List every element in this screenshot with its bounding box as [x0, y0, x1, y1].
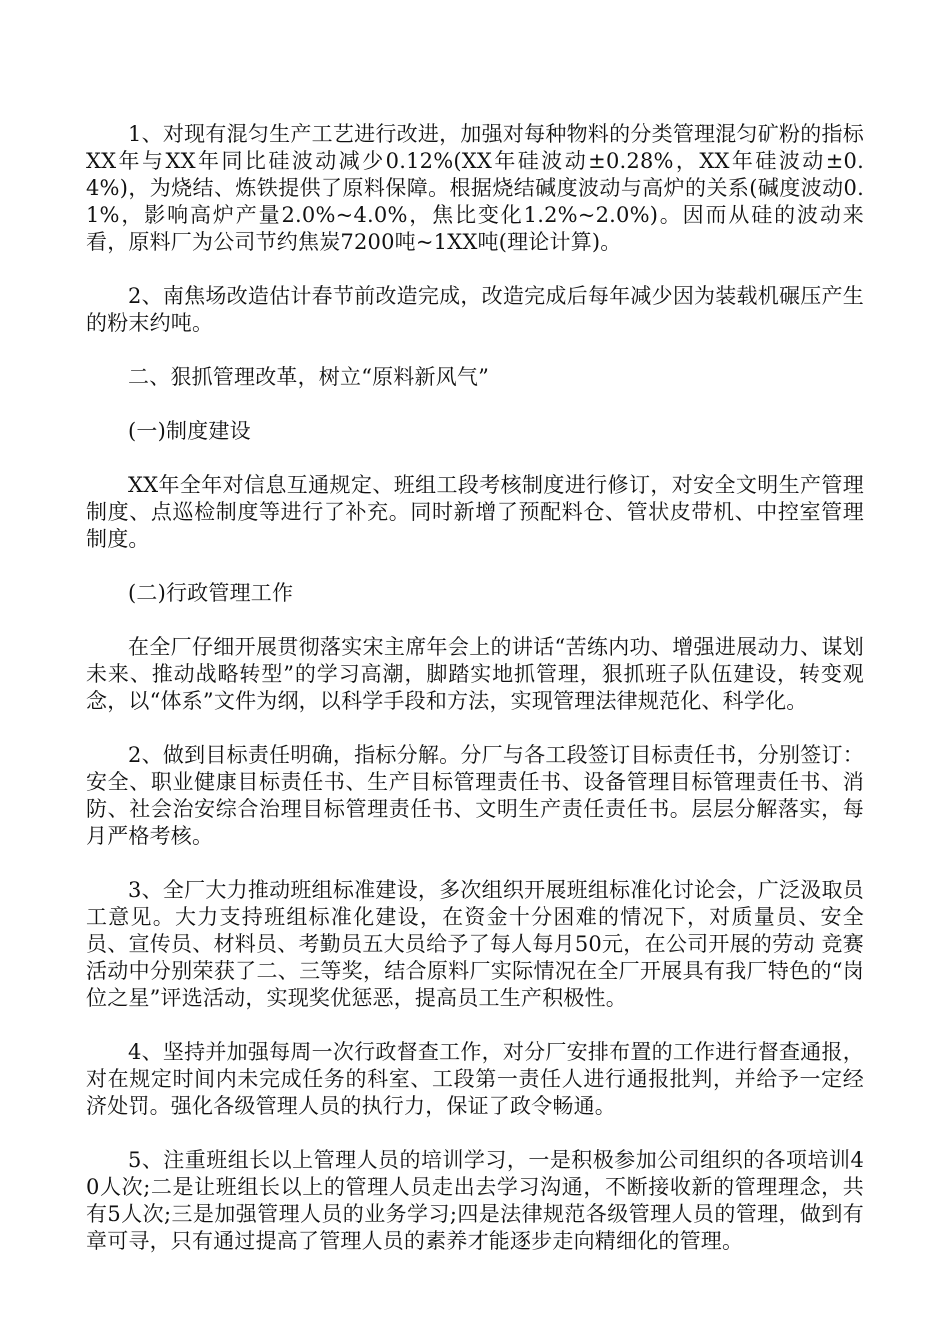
paragraph-8: 5、注重班组长以上管理人员的培训学习，一是积极参加公司组织的各项培训40人次;二是让班组长以上的管理人员走出去学习沟通，不断接收新的管理理念，共有5人次;三是加强管理人员的业务学习;四是法律规范各级管理人员的管理，做到有章可寻，只有通过提高了管理人员的素养才能逐步走向精细化的管理。: [86, 1148, 864, 1253]
paragraph-2: 2、南焦场改造估计春节前改造完成，改造完成后每年减少因为装载机碾压产生的粉末约吨。: [86, 284, 864, 335]
paragraph-5: 2、做到目标责任明确，指标分解。分厂与各工段签订目标责任书，分别签订：安全、职业健康目标责任书、生产目标管理责任书、设备管理目标管理责任书、消防、社会治安综合治理目标管理责任书、文明生产责任责任书。层层分解落实，每月严格考核。: [86, 743, 864, 848]
subsection-heading-2: (二)行政管理工作: [128, 581, 294, 605]
paragraph-4: 在全厂仔细开展贯彻落实宋主席年会上的讲话“苦练内功、增强进展动力、谋划未来、推动战略转型”的学习高潮，脚踏实地抓管理，狠抓班子队伍建设，转变观念，以“体系”文件为纲，以科学手段和方法，实现管理法律规范化、科学化。: [86, 635, 864, 713]
subsection-heading-1: (一)制度建设: [128, 419, 251, 443]
paragraph-1: 1、对现有混匀生产工艺进行改进，加强对每种物料的分类管理混匀矿粉的指标XX年与XX年同比硅波动减少0.12%(XX年硅波动±0.28%，XX年硅波动±0.4%)，为烧结、炼铁提供了原料保障。根据烧结碱度波动与高炉的关系(碱度波动0.1%，影响高炉产量2.0%~4.0%，焦比变化1.2%~2.0%)。因而从硅的波动来看，原料厂为公司节约焦炭7200吨~1XX吨(理论计算)。: [86, 122, 864, 254]
paragraph-3: XX年全年对信息互通规定、班组工段考核制度进行修订，对安全文明生产管理制度、点巡检制度等进行了补充。同时新增了预配料仓、管状皮带机、中控室管理制度。: [86, 473, 864, 551]
paragraph-6: 3、全厂大力推动班组标准建设，多次组织开展班组标准化讨论会，广泛汲取员工意见。大力支持班组标准化建设，在资金十分困难的情况下，对质量员、安全员、宣传员、材料员、考勤员五大员给予了每人每月50元，在公司开展的劳动 竞赛活动中分别荣获了二、三等奖，结合原料厂实际情况在全厂开展具有我厂特色的“岗位之星”评选活动，实现奖优惩恶，提高员工生产积极性。: [86, 878, 864, 1010]
paragraph-7: 4、坚持并加强每周一次行政督查工作，对分厂安排布置的工作进行督查通报，对在规定时间内未完成任务的科室、工段第一责任人进行通报批判，并给予一定经济处罚。强化各级管理人员的执行力，保证了政令畅通。: [86, 1040, 864, 1118]
section-heading-2: 二、狠抓管理改革，树立“原料新风气”: [128, 365, 490, 389]
